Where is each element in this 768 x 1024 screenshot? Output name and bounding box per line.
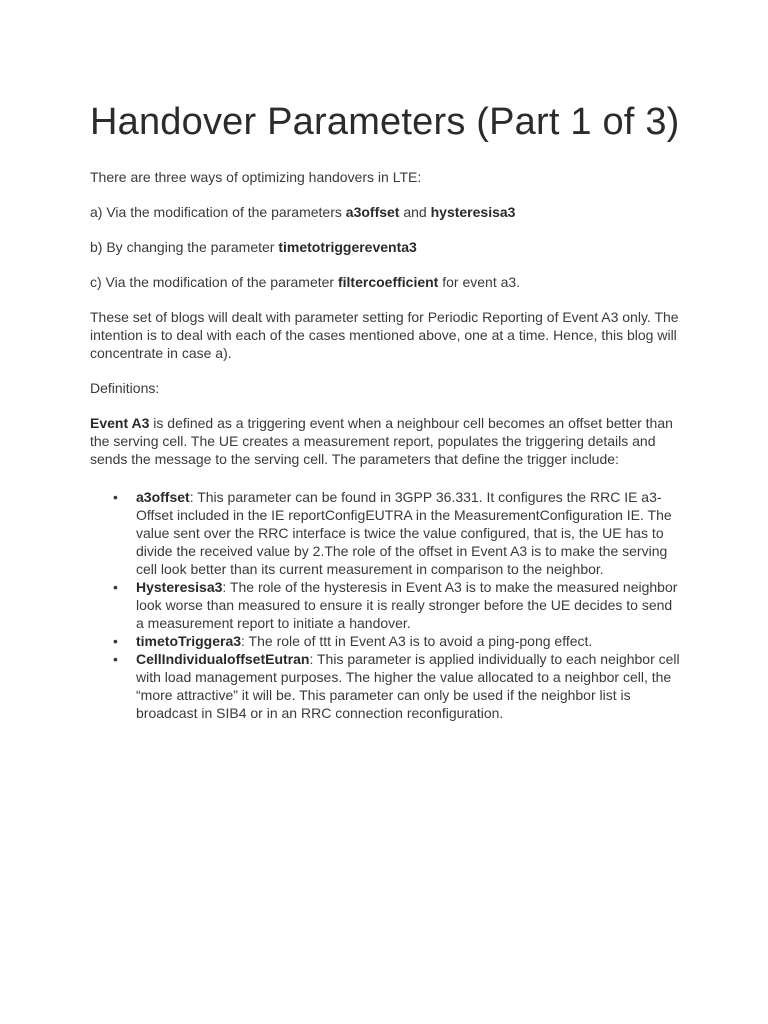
bullet-icon: • xyxy=(113,579,118,595)
event-a3-paragraph xyxy=(90,414,680,468)
option-a-paragraph xyxy=(90,203,680,221)
list-item xyxy=(113,488,680,578)
option-c-suffix: for event a3. xyxy=(438,274,521,290)
option-b-prefix: b) By changing the parameter xyxy=(90,239,279,255)
page-title: Handover Parameters (Part 1 of 3) xyxy=(90,101,680,143)
event-a3-text: is defined as a triggering event when a neighbour cell becomes an offset better than the serving cell. The UE creates a measurement report, populates the triggering details and sends the message to the serving cell. The parameters that define the trigger include: xyxy=(90,415,673,467)
list-item-term: timetoTriggera3 xyxy=(136,633,242,649)
document-page xyxy=(90,100,680,722)
list-item-term: CellIndividualoffsetEutran xyxy=(136,651,310,667)
bullet-icon: • xyxy=(113,651,118,667)
param-timetotriggereventa3: timetotriggereventa3 xyxy=(278,239,417,255)
option-a-middle: and xyxy=(399,204,431,220)
bullet-icon: • xyxy=(113,633,118,649)
list-item-text: : The role of the hysteresis in Event A3 is to make the measured neighbor look worse than measured to ensure it is really stronger before the UE decides to send a measurement report to initiate a handover. xyxy=(136,579,678,631)
list-item xyxy=(113,578,680,632)
intro-paragraph: There are three ways of optimizing handovers in LTE: xyxy=(90,169,422,185)
param-hysteresisa3: hysteresisa3 xyxy=(430,204,516,220)
list-item xyxy=(113,632,680,650)
blog-note-paragraph: These set of blogs will dealt with parameter setting for Periodic Reporting of Event A3 only. The intention is to deal with each of the cases mentioned above, one at a time. Hence, this blog will concentrate in case a). xyxy=(90,309,679,361)
param-filtercoefficient: filtercoefficient xyxy=(337,274,439,290)
list-item-term: Hysteresisa3 xyxy=(136,579,223,595)
option-c-prefix: c) Via the modification of the parameter xyxy=(90,274,338,290)
option-b-paragraph xyxy=(90,238,680,256)
parameter-list xyxy=(90,488,680,722)
option-a-prefix: a) Via the modification of the parameters xyxy=(90,204,346,220)
event-a3-term: Event A3 xyxy=(90,415,150,431)
list-item-text: : This parameter can be found in 3GPP 36.331. It configures the RRC IE a3-Offset included in the IE reportConfigEUTRA in the MeasurementConfiguration IE. The value sent over the RRC interface is twice the value configured, that is, the UE has to divide the received value by 2.The role of the offset in Event A3 is to make the serving cell look better than its current measurement in comparison to the neighbor. xyxy=(136,489,672,577)
list-item xyxy=(113,650,680,722)
option-c-paragraph xyxy=(90,273,680,291)
list-item-term: a3offset xyxy=(136,489,190,505)
bullet-icon: • xyxy=(113,489,118,505)
param-a3offset: a3offset xyxy=(345,204,400,220)
list-item-text: : This parameter is applied individually to each neighbor cell with load management purposes. The higher the value allocated to a neighbor cell, the “more attractive” it will be. This parameter can only be used if the neighbor list is broadcast in SIB4 or in an RRC connection reconfiguration. xyxy=(136,651,680,721)
definitions-heading: Definitions: xyxy=(90,380,160,396)
list-item-text: : The role of ttt in Event A3 is to avoid a ping-pong effect. xyxy=(241,633,593,649)
